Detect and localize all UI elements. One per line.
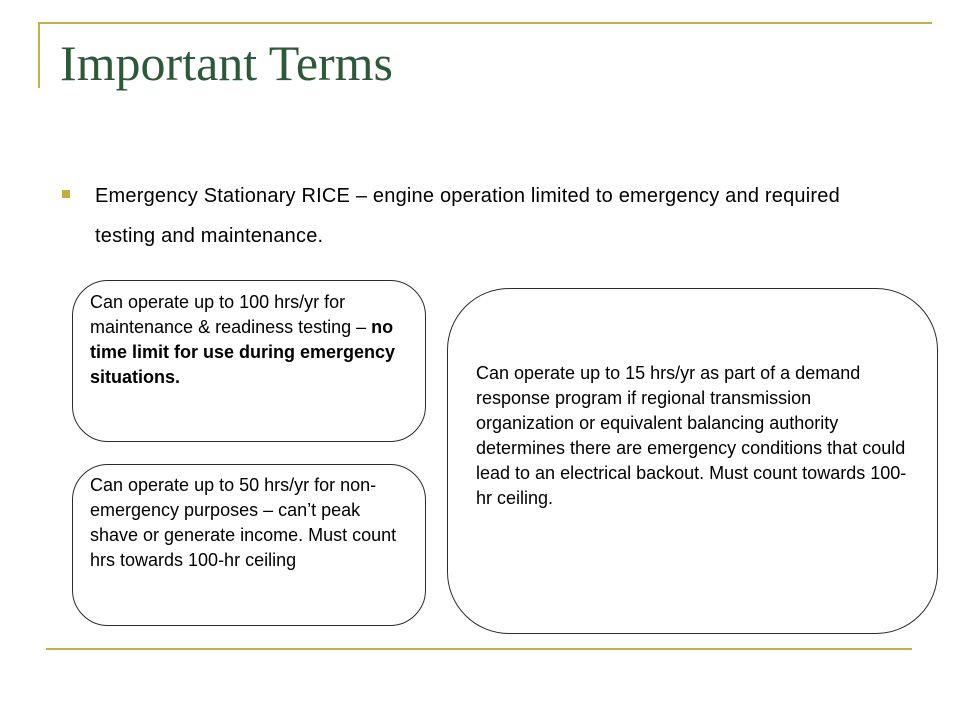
maintenance-box-text xyxy=(90,290,411,390)
demand-response-box-text: Can operate up to 15 hrs/yr as part of a demand response program if regional transmission organization or equivalent balancing authority determines there are emergency conditions that could lead to an electrical backout. Must count towards 100-hr ceiling. xyxy=(476,363,907,508)
maintenance-box xyxy=(72,280,426,442)
maintenance-box-plain-text: Can operate up to 100 hrs/yr for maintenance & readiness testing – xyxy=(90,292,372,337)
maintenance-box-bold-text: no time limit for use during emergency situations. xyxy=(90,317,396,387)
top-rule xyxy=(40,22,932,24)
non-emergency-box-text: Can operate up to 50 hrs/yr for non-emergency purposes – can’t peak shave or generate income. Must count hrs towards 100-hr ceiling xyxy=(90,475,397,570)
slide-title: Important Terms xyxy=(60,35,394,91)
non-emergency-box xyxy=(72,464,426,626)
left-rule xyxy=(38,22,40,88)
demand-response-box xyxy=(447,288,938,634)
square-bullet-icon xyxy=(62,190,70,198)
bullet-text: Emergency Stationary RICE – engine operation limited to emergency and required testing and maintenance. xyxy=(95,185,840,247)
bottom-rule xyxy=(46,648,912,650)
